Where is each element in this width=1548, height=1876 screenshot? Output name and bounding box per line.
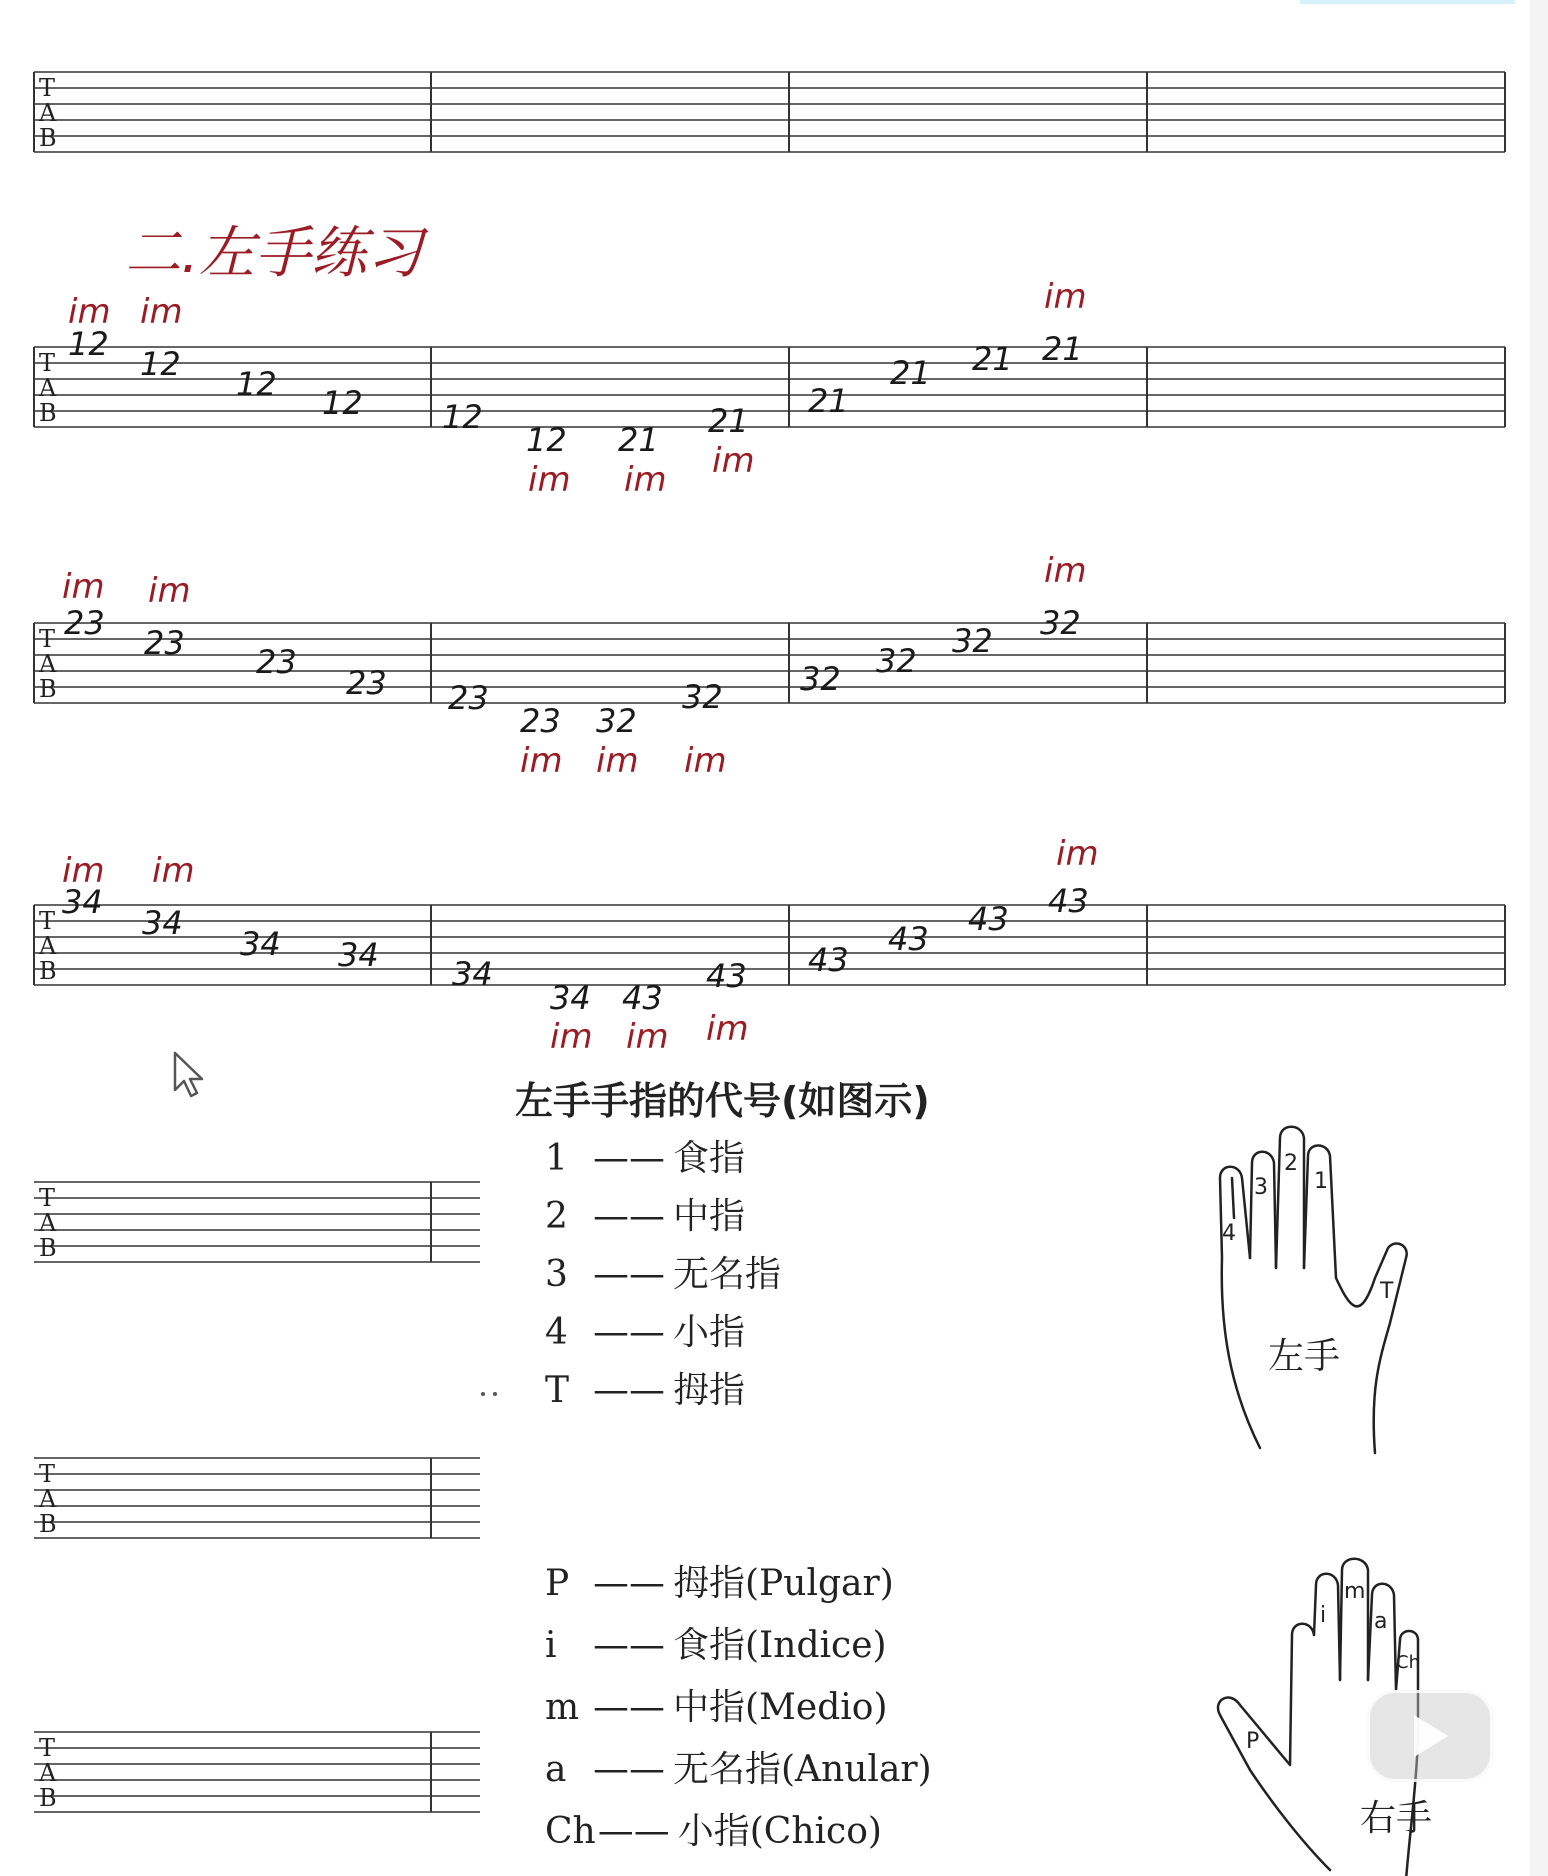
right_hand_legend-code: P <box>545 1563 570 1604</box>
fret-number: 12 <box>322 384 363 422</box>
finger-label-i: i <box>1320 1603 1327 1628</box>
fret-number: 43 <box>968 900 1009 938</box>
tab-clef-letter: B <box>39 124 57 152</box>
left-hand-legend-title: 左手手指的代号(如图示) <box>515 1079 930 1123</box>
tab-clef-letter: T <box>39 625 56 653</box>
fret-number: 43 <box>706 957 747 995</box>
fret-number: 32 <box>952 622 993 660</box>
fret-number: 23 <box>448 679 489 717</box>
legend-dash: —— <box>593 1196 665 1237</box>
fingering-mark-top: im <box>152 851 195 891</box>
legend-dash: —— <box>593 1749 665 1790</box>
finger-label-1: 1 <box>1314 1169 1328 1194</box>
play-icon <box>1414 1715 1448 1757</box>
fret-number: 12 <box>68 325 109 363</box>
fret-number: 21 <box>618 421 659 459</box>
right_hand_legend-latin: (Medio) <box>745 1687 888 1728</box>
tab-clef-letter: B <box>39 1234 57 1262</box>
play-button[interactable] <box>1367 1690 1493 1782</box>
mouse-pointer-icon <box>172 1050 208 1104</box>
right_hand_legend-code: a <box>545 1749 567 1790</box>
fret-number: 32 <box>682 678 723 716</box>
fingering-mark-top: im <box>1056 834 1099 874</box>
right_hand_legend-row <box>545 1555 894 1606</box>
legend-dash: —— <box>597 1811 670 1852</box>
legend-dash: —— <box>593 1687 665 1728</box>
finger-label-p: P <box>1246 1729 1260 1754</box>
fret-number: 32 <box>1040 604 1081 642</box>
left_hand_legend-name: 拇指 <box>673 1370 746 1411</box>
fret-number: 34 <box>550 979 591 1017</box>
right_hand_legend-code: Ch <box>545 1811 596 1852</box>
fingering-mark-bottom: im <box>528 460 571 500</box>
fret-number: 43 <box>1048 882 1089 920</box>
tab-clef-letter: B <box>39 675 57 703</box>
tab-clef-letter: T <box>39 907 56 935</box>
tab-clef-letter: A <box>39 1485 57 1513</box>
left_hand_legend-row <box>545 1130 745 1181</box>
fingering-mark-top: im <box>1044 277 1087 317</box>
fret-number: 21 <box>1042 330 1083 368</box>
fret-number: 32 <box>876 642 917 680</box>
tab-clef-letter: A <box>39 650 57 678</box>
right_hand_legend-latin: (Pulgar) <box>745 1563 894 1604</box>
fret-number: 12 <box>526 421 567 459</box>
left_hand_legend-code: 3 <box>545 1254 568 1295</box>
left-hand-caption: 左手 <box>1268 1336 1341 1377</box>
tab-clef-letter: A <box>39 1209 57 1237</box>
left-hand-illustration <box>1220 1127 1407 1453</box>
finger-outline <box>1340 1559 1368 1680</box>
left_hand_legend-row <box>545 1304 745 1355</box>
tab-clef-letter: T <box>39 1460 56 1488</box>
fingering-mark-top: im <box>1044 551 1087 591</box>
fret-number: 12 <box>236 365 277 403</box>
fingering-mark-bottom: im <box>684 741 727 781</box>
section-title: 二.左手练习 <box>125 221 423 286</box>
fingering-mark-top: im <box>140 292 183 332</box>
fret-number: 34 <box>452 955 493 993</box>
left_hand_legend-name: 中指 <box>673 1196 746 1237</box>
fingering-mark-top: im <box>68 292 111 332</box>
tab-clef-letter: B <box>39 1784 57 1812</box>
fret-number: 23 <box>64 604 105 642</box>
tab-clef-letter: T <box>39 1734 56 1762</box>
fingering-mark-bottom: im <box>596 741 639 781</box>
fret-number: 23 <box>346 664 387 702</box>
fret-number: 12 <box>442 398 483 436</box>
legend-dash: —— <box>593 1312 665 1353</box>
right_hand_legend-row <box>545 1803 882 1854</box>
finger-outline <box>1220 1167 1260 1448</box>
right_hand_legend-name: 食指 <box>673 1625 746 1666</box>
right_hand_legend-name: 拇指 <box>673 1563 746 1604</box>
finger-label-a: a <box>1374 1609 1388 1634</box>
right_hand_legend-name: 无名指 <box>673 1749 782 1790</box>
tab-clef-letter: T <box>39 1184 56 1212</box>
tab-clef-letter: B <box>39 1510 57 1538</box>
fret-number: 34 <box>62 883 103 921</box>
right-hand-caption: 右手 <box>1360 1798 1433 1839</box>
right_hand_legend-code: i <box>545 1625 557 1666</box>
right_hand_legend-code: m <box>545 1687 580 1728</box>
left_hand_legend-code: 1 <box>545 1138 568 1179</box>
fingering-mark-bottom: im <box>624 460 667 500</box>
tab-clef-letter: A <box>39 932 57 960</box>
fingering-mark-bottom: im <box>626 1017 669 1057</box>
fret-number: 34 <box>338 936 379 974</box>
fret-number: 34 <box>240 925 281 963</box>
right_hand_legend-row <box>545 1617 887 1668</box>
left_hand_legend-row <box>545 1362 745 1413</box>
tab-clef-letter: T <box>39 74 56 102</box>
fret-number: 21 <box>808 382 849 420</box>
fret-number: 21 <box>708 402 749 440</box>
fingering-mark-bottom: im <box>520 741 563 781</box>
fret-number: 34 <box>142 904 183 942</box>
fret-number: 43 <box>888 920 929 958</box>
finger-label-ch: Ch <box>1396 1652 1420 1673</box>
fingering-mark-top: im <box>62 851 105 891</box>
tab-clef-letter: T <box>39 349 56 377</box>
legend-dash: —— <box>593 1370 665 1411</box>
left_hand_legend-code: 2 <box>545 1196 568 1237</box>
finger-outline <box>1314 1574 1340 1680</box>
finger-outline <box>1276 1127 1304 1268</box>
fret-number: 43 <box>808 941 849 979</box>
fret-number: 12 <box>140 345 181 383</box>
left_hand_legend-row <box>545 1188 745 1239</box>
fret-number: 43 <box>622 979 663 1017</box>
fingering-mark-bottom: im <box>706 1009 749 1049</box>
legend-dash: —— <box>593 1138 665 1179</box>
finger-label-t: T <box>1380 1279 1394 1304</box>
fret-number: 32 <box>800 660 841 698</box>
fingering-mark-top: im <box>62 567 105 607</box>
fret-number: 21 <box>972 340 1013 378</box>
finger-label-m: m <box>1344 1579 1366 1604</box>
finger-label-2: 2 <box>1284 1151 1298 1176</box>
fret-number: 23 <box>256 643 297 681</box>
tab-clef-letter: B <box>39 399 57 427</box>
right_hand_legend-row <box>545 1741 932 1792</box>
left_hand_legend-code: 4 <box>545 1312 568 1353</box>
right_hand_legend-name: 中指 <box>673 1687 746 1728</box>
fret-number: 32 <box>596 702 637 740</box>
stray-dot <box>493 1392 497 1396</box>
stray-dot <box>481 1392 485 1396</box>
finger-outline <box>1218 1624 1330 1870</box>
tab-clef-letter: A <box>39 374 57 402</box>
fingering-mark-bottom: im <box>712 441 755 481</box>
fret-number: 23 <box>520 702 561 740</box>
legend-dash: —— <box>593 1254 665 1295</box>
left_hand_legend-name: 食指 <box>673 1138 746 1179</box>
right_hand_legend-latin: (Anular) <box>781 1749 932 1790</box>
fingering-mark-top: im <box>148 571 191 611</box>
tab-clef-letter: A <box>39 1759 57 1787</box>
finger-crease <box>1232 1178 1234 1218</box>
left_hand_legend-name: 无名指 <box>673 1254 782 1295</box>
left_hand_legend-code: T <box>545 1370 570 1411</box>
legend-dash: —— <box>593 1563 665 1604</box>
right_hand_legend-latin: (Indice) <box>745 1625 887 1666</box>
finger-outline <box>1250 1152 1276 1268</box>
fret-number: 21 <box>890 354 931 392</box>
legend-dash: —— <box>593 1625 665 1666</box>
left_hand_legend-name: 小指 <box>673 1312 746 1353</box>
finger-label-3: 3 <box>1254 1175 1268 1200</box>
fret-number: 23 <box>144 624 185 662</box>
right_hand_legend-name: 小指 <box>677 1811 750 1852</box>
right_hand_legend-row <box>545 1679 888 1730</box>
fingering-mark-bottom: im <box>550 1017 593 1057</box>
finger-label-4: 4 <box>1222 1221 1236 1246</box>
left_hand_legend-row <box>545 1246 781 1297</box>
tab-clef-letter: A <box>39 99 57 127</box>
right_hand_legend-latin: (Chico) <box>749 1811 882 1852</box>
tab-clef-letter: B <box>39 957 57 985</box>
